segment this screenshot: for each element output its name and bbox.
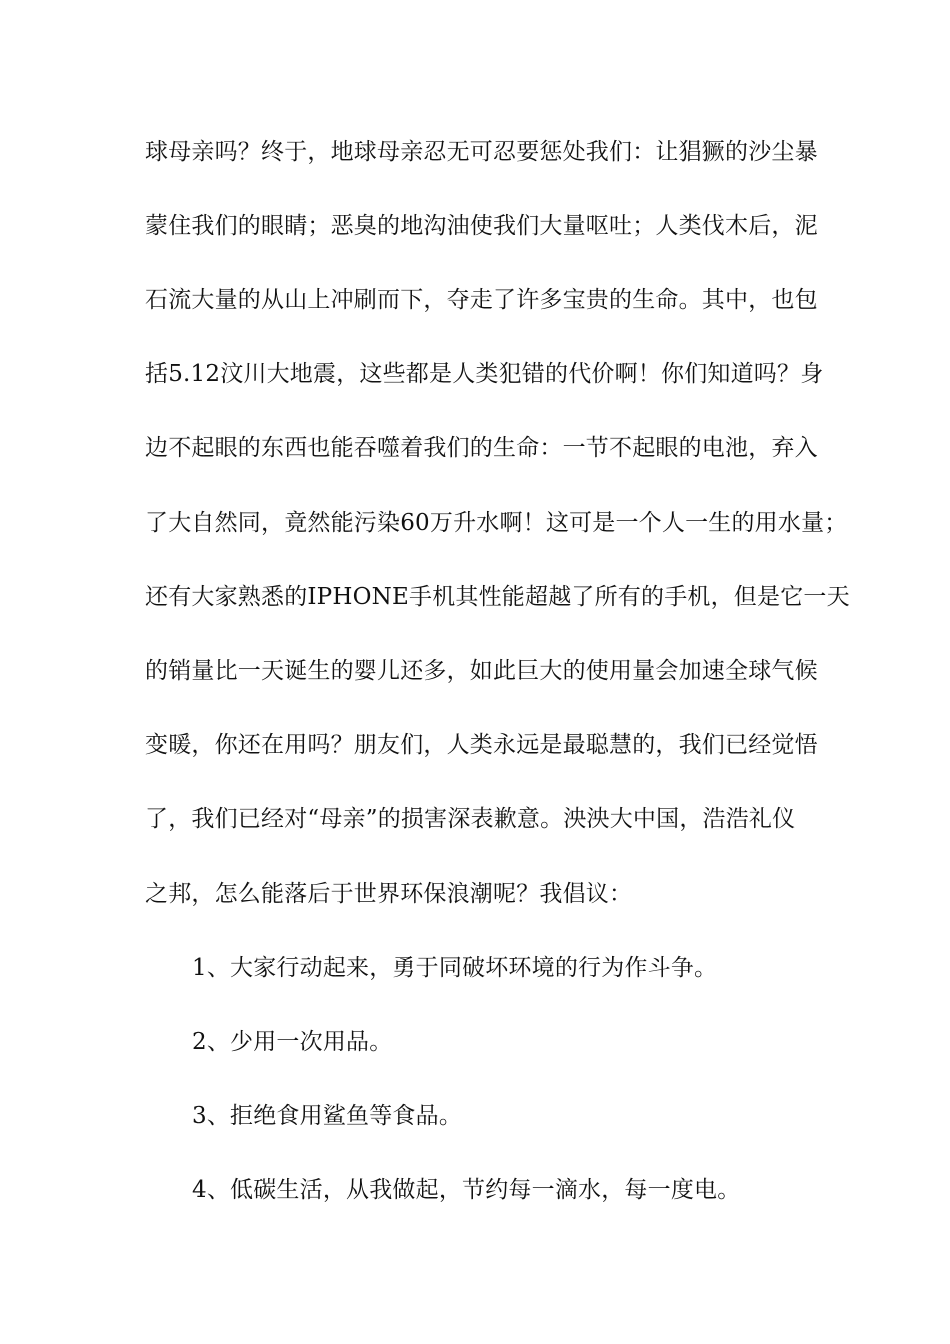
body-text-line: 球母亲吗？终于，地球母亲忍无可忍要惩处我们：让猖獗的沙尘暴 bbox=[145, 139, 818, 165]
proposal-item: 1、大家行动起来，勇于同破坏环境的行为作斗争。 bbox=[192, 955, 718, 981]
body-text-line: 之邦，怎么能落后于世界环保浪潮呢？我倡议： bbox=[145, 881, 633, 907]
body-text-line: 了大自然同，竟然能污染60万升水啊！这可是一个人一生的用水量； bbox=[145, 510, 848, 536]
body-text-line: 石流大量的从山上冲刷而下，夺走了许多宝贵的生命。其中，也包 bbox=[145, 287, 818, 313]
proposal-item: 4、低碳生活，从我做起，节约每一滴水，每一度电。 bbox=[192, 1177, 741, 1203]
body-text-line: 括5.12汶川大地震，这些都是人类犯错的代价啊！你们知道吗？身 bbox=[145, 361, 824, 387]
proposal-item: 2、少用一次用品。 bbox=[192, 1029, 393, 1055]
body-text-line: 边不起眼的东西也能吞噬着我们的生命：一节不起眼的电池，弃入 bbox=[145, 435, 818, 461]
body-text-line: 蒙住我们的眼睛；恶臭的地沟油使我们大量呕吐；人类伐木后，泥 bbox=[145, 213, 818, 239]
body-text-line: 的销量比一天诞生的婴儿还多，如此巨大的使用量会加速全球气候 bbox=[145, 658, 818, 684]
body-text-line: 变暖，你还在用吗？朋友们，人类永远是最聪慧的，我们已经觉悟 bbox=[145, 732, 818, 758]
body-text-line: 了，我们已经对“母亲”的损害深表歉意。泱泱大中国，浩浩礼仪 bbox=[145, 806, 796, 832]
body-text-line: 还有大家熟悉的IPHONE手机其性能超越了所有的手机，但是它一天 bbox=[145, 584, 850, 610]
proposal-item: 3、拒绝食用鲨鱼等食品。 bbox=[192, 1103, 463, 1129]
